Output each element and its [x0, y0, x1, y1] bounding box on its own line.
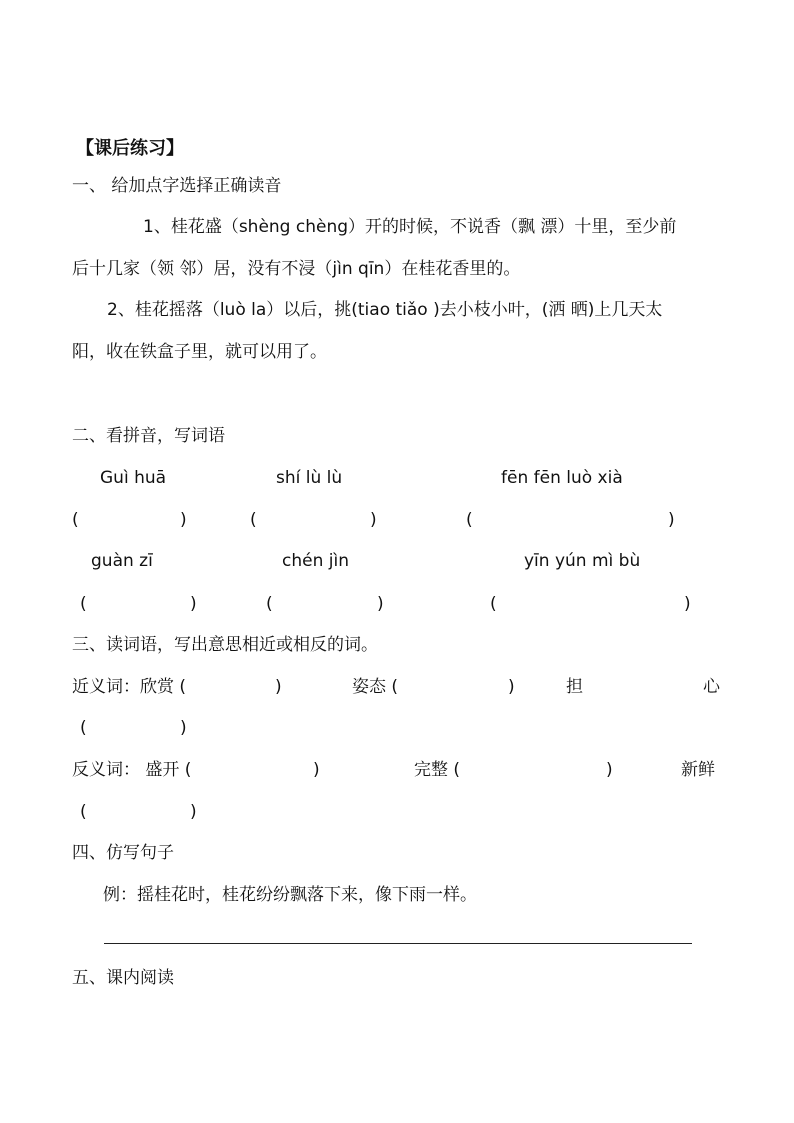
- example-sentence: 例：摇桂花时，桂花纷纷飘落下来，像下雨一样。: [103, 885, 477, 905]
- question-1-line-2: 后十几家（领 邻）居，没有不浸（jìn qīn）在桂花香里的。: [72, 259, 521, 279]
- pinyin-fenfenluoxia: fēn fēn luò xià: [501, 468, 623, 488]
- answer-blank-open: (: [80, 718, 87, 738]
- pinyin-guihua: Guì huā: [100, 468, 167, 488]
- answer-blank-close: ): [377, 594, 384, 614]
- synonym-zitai: 姿态 (: [352, 677, 399, 697]
- answer-blank-close: ): [508, 677, 515, 697]
- answer-blank-close: ): [313, 760, 320, 780]
- answer-blank-open: (: [80, 594, 87, 614]
- answer-blank-close: ): [190, 802, 197, 822]
- synonym-xin: 心: [703, 677, 720, 697]
- answer-blank-close: ): [180, 718, 187, 738]
- answer-blank-open: (: [250, 510, 257, 530]
- pinyin-yinyunmibu: yīn yún mì bù: [524, 551, 641, 571]
- answer-blank-open: (: [72, 510, 79, 530]
- antonym-wanzheng: 完整 (: [414, 760, 461, 780]
- answer-blank-close: ): [370, 510, 377, 530]
- answer-blank-close: ): [180, 510, 187, 530]
- antonym-xinxian: 新鲜: [681, 760, 715, 780]
- section-2-heading: 二、看拼音，写词语: [72, 426, 225, 446]
- pinyin-shilulu: shí lù lù: [276, 468, 343, 488]
- answer-line: [104, 943, 692, 944]
- pinyin-chenjin: chén jìn: [282, 551, 349, 571]
- synonym-label: 近义词：欣赏 (: [72, 677, 187, 697]
- worksheet-title: 【课后练习】: [76, 138, 184, 159]
- pinyin-guanzi: guàn zī: [91, 551, 153, 571]
- synonym-dan: 担: [566, 677, 583, 697]
- section-3-heading: 三、读词语，写出意思相近或相反的词。: [72, 635, 378, 655]
- answer-blank-close: ): [190, 594, 197, 614]
- section-5-heading: 五、课内阅读: [72, 968, 174, 988]
- answer-blank-close: ): [668, 510, 675, 530]
- section-4-heading: 四、仿写句子: [72, 843, 174, 863]
- answer-blank-open: (: [266, 594, 273, 614]
- answer-blank-open: (: [80, 802, 87, 822]
- question-1-line-1: 1、桂花盛（shèng chèng）开的时候，不说香（飘 漂）十里，至少前: [143, 217, 677, 237]
- question-2-line-1: 2、桂花摇落（luò la）以后，挑(tiao tiǎo )去小枝小叶，(洒 晒)上几天太: [107, 300, 663, 320]
- antonym-label: 反义词： 盛开 (: [72, 760, 192, 780]
- answer-blank-open: (: [490, 594, 497, 614]
- question-2-line-2: 阳，收在铁盒子里，就可以用了。: [72, 342, 327, 362]
- answer-blank-open: (: [466, 510, 473, 530]
- answer-blank-close: ): [684, 594, 691, 614]
- answer-blank-close: ): [275, 677, 282, 697]
- answer-blank-close: ): [606, 760, 613, 780]
- section-1-heading: 一、 给加点字选择正确读音: [72, 176, 282, 196]
